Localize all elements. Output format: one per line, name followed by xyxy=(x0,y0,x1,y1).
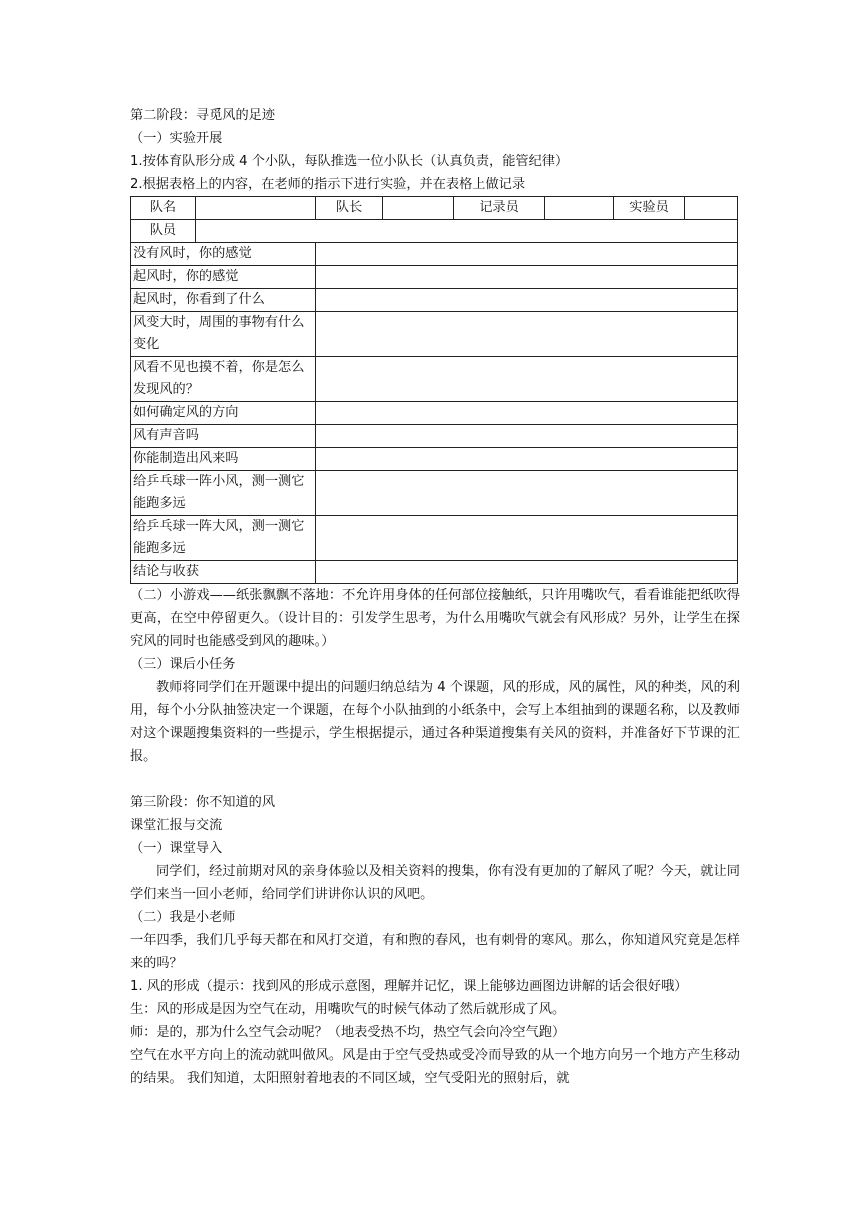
section-heading: （一）实验开展 xyxy=(130,131,223,146)
answer-cell xyxy=(316,312,738,357)
stage3-subtitle: 课堂汇报与交流 xyxy=(130,818,223,833)
stage2-title: 第二阶段：寻觅风的足迹 xyxy=(130,108,276,123)
table-cell xyxy=(195,220,737,243)
table-row xyxy=(131,516,738,561)
table-row xyxy=(131,266,738,289)
teacher-line: 师：是的，那为什么空气会动呢？（地表受热不均，热空气会向冷空气跑） xyxy=(130,1025,566,1040)
table-cell xyxy=(685,197,738,220)
answer-cell xyxy=(316,266,738,289)
question-cell: 风看不见也摸不着，你是怎么发现风的？ xyxy=(131,357,316,402)
table-row xyxy=(131,471,738,516)
question-cell: 给乒乓球一阵大风，测一测它能跑多远 xyxy=(131,516,316,561)
record-table xyxy=(130,196,738,584)
table-cell xyxy=(545,197,614,220)
task-paragraph: 教师将同学们在开题课中提出的问题归纳总结为 4 个课题，风的形成，风的属性，风的种类，风的利用，每个小分队抽签决定一个课题，在每个小队抽到的小纸条中，会写上本组抽到的课题名称，以及教师对这个课题搜集资料的一些提示，学生根据提示，通过各种渠道搜集有关风的资料，并准备好下节课的汇报。 xyxy=(130,680,740,764)
list-item: 1.按体育队形分成 4 个小队，每队推选一位小队长（认真负责，能管纪律） xyxy=(130,154,569,169)
table-header-experimenter: 实验员 xyxy=(614,197,685,220)
table-header-name: 队名 xyxy=(131,197,196,220)
question-cell: 你能制造出风来吗 xyxy=(131,448,316,471)
question-cell: 起风时，你的感觉 xyxy=(131,266,316,289)
table-cell xyxy=(383,197,454,220)
question-cell: 风有声音吗 xyxy=(131,425,316,448)
question-cell: 如何确定风的方向 xyxy=(131,402,316,425)
intro-paragraph: 同学们，经过前期对风的亲身体验以及相关资料的搜集，你有没有更加的了解风了呢？今天，就让同学们来当一回小老师，给同学们讲讲你认识的风吧。 xyxy=(130,864,740,902)
body-paragraph: 空气在水平方向上的流动就叫做风。风是由于空气受热或受冷而导致的从一个地方向另一个地方产生移动的结果。 我们知道，太阳照射着地表的不同区域，空气受阳光的照射后，就 xyxy=(130,1048,740,1086)
answer-cell xyxy=(316,448,738,471)
body-paragraph: 一年四季，我们几乎每天都在和风打交道，有和煦的春风，也有刺骨的寒风。那么，你知道风究竟是怎样来的吗？ xyxy=(130,933,740,971)
question-cell: 结论与收获 xyxy=(131,561,316,584)
answer-cell xyxy=(316,425,738,448)
point-paragraph: 1. 风的形成（提示：找到风的形成示意图，理解并记忆，课上能够边画图边讲解的话会很好哦） xyxy=(130,979,688,994)
question-cell: 没有风时，你的感觉 xyxy=(131,243,316,266)
question-cell: 给乒乓球一阵小风，测一测它能跑多远 xyxy=(131,471,316,516)
section-heading: （二）我是小老师 xyxy=(130,910,236,925)
table-row xyxy=(131,312,738,357)
table-row xyxy=(131,289,738,312)
table-header-leader: 队长 xyxy=(316,197,383,220)
section-heading: （一）课堂导入 xyxy=(130,841,223,856)
answer-cell xyxy=(316,402,738,425)
table-row xyxy=(131,357,738,402)
table-cell xyxy=(195,197,315,220)
student-line: 生：风的形成是因为空气在动，用嘴吹气的时候气体动了然后就形成了风。 xyxy=(130,1002,566,1017)
question-cell: 起风时，你看到了什么 xyxy=(131,289,316,312)
document-page xyxy=(130,104,740,1090)
table-row xyxy=(131,402,738,425)
section-heading: （三）课后小任务 xyxy=(130,657,236,672)
answer-cell xyxy=(316,471,738,516)
table-row xyxy=(131,425,738,448)
table-header-members: 队员 xyxy=(131,220,196,243)
answer-cell xyxy=(316,289,738,312)
table-row xyxy=(131,561,738,584)
table-header-recorder: 记录员 xyxy=(454,197,545,220)
stage3-title: 第三阶段：你不知道的风 xyxy=(130,795,276,810)
answer-cell xyxy=(316,561,738,584)
game-paragraph: （二）小游戏——纸张飘飘不落地：不允许用身体的任何部位接触纸，只许用嘴吹气，看看谁能把纸吹得更高，在空中停留更久。（设计目的：引发学生思考，为什么用嘴吹气就会有风形成？另外，让学生在探究风的同时也能感受到风的趣味。） xyxy=(130,588,740,649)
table-row xyxy=(131,448,738,471)
answer-cell xyxy=(316,243,738,266)
answer-cell xyxy=(316,357,738,402)
question-cell: 风变大时，周围的事物有什么变化 xyxy=(131,312,316,357)
answer-cell xyxy=(316,516,738,561)
table-row xyxy=(131,243,738,266)
list-item: 2.根据表格上的内容，在老师的指示下进行实验，并在表格上做记录 xyxy=(130,177,526,192)
